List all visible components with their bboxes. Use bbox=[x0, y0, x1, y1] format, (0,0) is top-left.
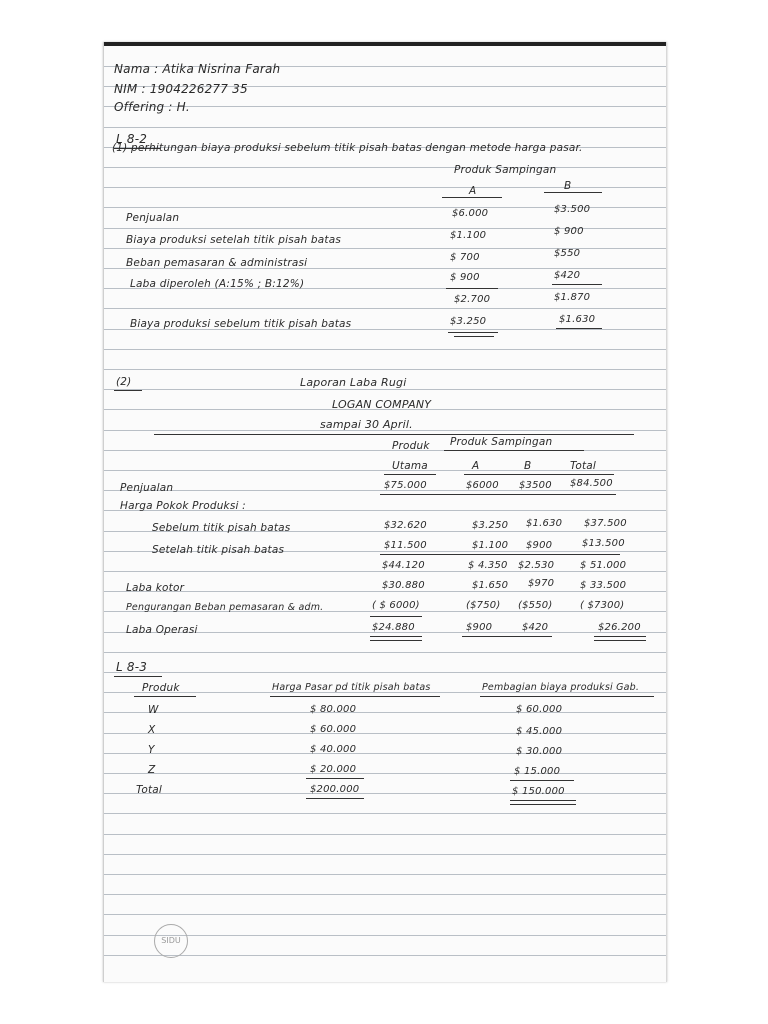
val-utama: $75.000 bbox=[384, 480, 427, 491]
val-b: ($550) bbox=[518, 600, 553, 611]
col-pembagian: Pembagian biaya produksi Gab. bbox=[482, 682, 640, 693]
ruled-line bbox=[104, 712, 666, 713]
double-underline bbox=[454, 336, 494, 337]
header-underline bbox=[134, 696, 196, 697]
ruled-line bbox=[104, 571, 666, 572]
row-label: Setelah titik pisah batas bbox=[152, 544, 285, 556]
ruled-line bbox=[104, 672, 666, 673]
val-total: $37.500 bbox=[584, 518, 627, 529]
title-underline bbox=[114, 676, 162, 677]
sum-line bbox=[380, 554, 620, 555]
val-b: $1.630 bbox=[526, 518, 563, 529]
allocated-cost: $ 45.000 bbox=[516, 726, 563, 737]
report-title: Laporan Laba Rugi bbox=[300, 376, 407, 389]
double-underline bbox=[556, 328, 602, 329]
val-a: ($750) bbox=[466, 600, 501, 611]
sidu-logo: SIDU bbox=[154, 924, 188, 958]
question-2: (2) bbox=[116, 376, 132, 388]
header-underline bbox=[384, 474, 436, 475]
double-underline bbox=[594, 640, 646, 641]
ruled-line bbox=[104, 894, 666, 895]
double-underline bbox=[510, 800, 576, 801]
header-underline bbox=[544, 192, 602, 193]
val-utama: $44.120 bbox=[382, 560, 425, 571]
val-utama: $30.880 bbox=[382, 580, 425, 591]
ruled-line bbox=[104, 753, 666, 754]
company-name: LOGAN COMPANY bbox=[332, 398, 432, 411]
col-group-header: Produk Sampingan bbox=[454, 164, 557, 176]
allocated-cost: $ 60.000 bbox=[516, 704, 563, 715]
val-total: $26.200 bbox=[598, 622, 641, 633]
row-value-a: $6.000 bbox=[452, 208, 489, 219]
row-label: Harga Pokok Produksi : bbox=[120, 500, 246, 512]
allocated-cost: $ 30.000 bbox=[516, 746, 563, 757]
student-name: Nama : Atika Nisrina Farah bbox=[114, 62, 281, 76]
header-underline bbox=[442, 197, 502, 198]
val-utama: $24.880 bbox=[372, 622, 415, 633]
col-utama: Utama bbox=[392, 460, 428, 472]
col-sampingan: Produk Sampingan bbox=[450, 436, 553, 448]
row-value-a: $2.700 bbox=[454, 294, 491, 305]
row-underline bbox=[380, 494, 616, 495]
val-a: $1.650 bbox=[472, 580, 509, 591]
row-label: Biaya produksi sebelum titik pisah batas bbox=[130, 318, 352, 330]
row-label: Laba diperoleh (A:15% ; B:12%) bbox=[130, 278, 305, 290]
ruled-line bbox=[104, 834, 666, 835]
market-price: $ 60.000 bbox=[310, 724, 357, 735]
ruled-line bbox=[104, 955, 666, 956]
val-b: $420 bbox=[522, 622, 549, 633]
product-name: W bbox=[148, 704, 159, 716]
row-value-a: $ 700 bbox=[450, 252, 480, 263]
product-name: Y bbox=[148, 744, 155, 756]
row-value-b: $3.500 bbox=[554, 204, 591, 215]
market-price-total: $200.000 bbox=[310, 784, 360, 795]
val-total: $84.500 bbox=[570, 478, 613, 489]
header-underline bbox=[464, 474, 614, 475]
ruled-line bbox=[104, 248, 666, 249]
header-underline bbox=[270, 696, 440, 697]
row-value-a: $3.250 bbox=[450, 316, 487, 327]
row-label: Sebelum titik pisah batas bbox=[152, 522, 291, 534]
val-b: $900 bbox=[526, 540, 553, 551]
double-underline bbox=[370, 640, 422, 641]
double-underline bbox=[306, 798, 364, 799]
ruled-line bbox=[104, 127, 666, 128]
row-value-a: $1.100 bbox=[450, 230, 487, 241]
col-produk: Produk bbox=[392, 440, 430, 452]
val-a: $1.100 bbox=[472, 540, 509, 551]
sum-line bbox=[370, 616, 422, 617]
col-a-header: A bbox=[469, 185, 477, 197]
row-value-b: $ 900 bbox=[554, 226, 584, 237]
student-nim: NIM : 1904226277 35 bbox=[114, 82, 248, 96]
ruled-line bbox=[104, 389, 666, 390]
col-total: Total bbox=[570, 460, 597, 472]
market-price: $ 80.000 bbox=[310, 704, 357, 715]
col-b-header: B bbox=[564, 180, 572, 192]
ruled-line bbox=[104, 854, 666, 855]
val-b: $3500 bbox=[519, 480, 552, 491]
double-underline bbox=[370, 636, 422, 637]
row-label: Pengurangan Beban pemasaran & adm. bbox=[126, 602, 324, 613]
val-utama: $11.500 bbox=[384, 540, 427, 551]
market-price: $ 20.000 bbox=[310, 764, 357, 775]
row-value-b: $1.870 bbox=[554, 292, 591, 303]
question-1: (1) perhitungan biaya produksi sebelum titik pisah batas dengan metode harga pasar. bbox=[112, 142, 583, 154]
val-b: $970 bbox=[528, 578, 555, 589]
col-a: A bbox=[472, 460, 480, 472]
sum-line bbox=[446, 288, 498, 289]
offering: Offering : H. bbox=[114, 100, 190, 114]
ruled-line bbox=[104, 349, 666, 350]
row-label: Beban pemasaran & administrasi bbox=[126, 257, 308, 269]
val-total: $ 51.000 bbox=[580, 560, 627, 571]
ruled-line bbox=[104, 167, 666, 168]
header-underline bbox=[480, 696, 654, 697]
double-underline bbox=[510, 804, 576, 805]
product-name: Z bbox=[148, 764, 156, 776]
ruled-line bbox=[104, 591, 666, 592]
row-label: Penjualan bbox=[120, 482, 174, 494]
total-label: Total bbox=[136, 784, 163, 796]
product-name: X bbox=[148, 724, 156, 736]
notebook-page bbox=[103, 42, 667, 982]
sum-line bbox=[552, 284, 602, 285]
ruled-line bbox=[104, 733, 666, 734]
col-b: B bbox=[524, 460, 532, 472]
val-b: $2.530 bbox=[518, 560, 555, 571]
double-underline bbox=[594, 636, 646, 637]
row-label: Laba Operasi bbox=[126, 624, 198, 636]
page-top-edge bbox=[104, 42, 666, 46]
sum-line bbox=[306, 778, 364, 779]
row-value-b: $1.630 bbox=[559, 314, 596, 325]
allocated-cost-total: $ 150.000 bbox=[512, 786, 565, 797]
ruled-line bbox=[104, 652, 666, 653]
row-label: Laba kotor bbox=[126, 582, 185, 594]
section-l8-3-title: L 8-3 bbox=[116, 660, 148, 674]
ruled-line bbox=[104, 874, 666, 875]
val-a: $3.250 bbox=[472, 520, 509, 531]
row-value-a: $ 900 bbox=[450, 272, 480, 283]
report-period: sampai 30 April. bbox=[320, 418, 413, 431]
val-a: $900 bbox=[466, 622, 493, 633]
ruled-line bbox=[104, 935, 666, 936]
row-label: Penjualan bbox=[126, 212, 180, 224]
allocated-cost: $ 15.000 bbox=[514, 766, 561, 777]
row-value-b: $420 bbox=[554, 270, 581, 281]
double-underline bbox=[462, 636, 552, 637]
ruled-line bbox=[104, 187, 666, 188]
col-produk: Produk bbox=[142, 682, 180, 694]
market-price: $ 40.000 bbox=[310, 744, 357, 755]
header-underline bbox=[444, 450, 584, 451]
val-a: $ 4.350 bbox=[468, 560, 508, 571]
ruled-line bbox=[104, 914, 666, 915]
row-label: Biaya produksi setelah titik pisah batas bbox=[126, 234, 342, 246]
ruled-line bbox=[104, 773, 666, 774]
val-total: $13.500 bbox=[582, 538, 625, 549]
report-title-rule bbox=[154, 434, 634, 435]
val-utama: $32.620 bbox=[384, 520, 427, 531]
col-harga-pasar: Harga Pasar pd titik pisah batas bbox=[272, 682, 431, 693]
val-utama: ( $ 6000) bbox=[372, 600, 420, 611]
ruled-line bbox=[104, 793, 666, 794]
ruled-line bbox=[104, 813, 666, 814]
ruled-line bbox=[104, 369, 666, 370]
double-underline bbox=[448, 332, 498, 333]
sum-line bbox=[510, 780, 574, 781]
section-l8-2-title: L 8-2 bbox=[116, 132, 148, 146]
val-a: $6000 bbox=[466, 480, 499, 491]
val-total: $ 33.500 bbox=[580, 580, 627, 591]
ruled-line bbox=[104, 308, 666, 309]
val-total: ( $7300) bbox=[580, 600, 625, 611]
row-value-b: $550 bbox=[554, 248, 581, 259]
title-underline bbox=[114, 390, 142, 391]
